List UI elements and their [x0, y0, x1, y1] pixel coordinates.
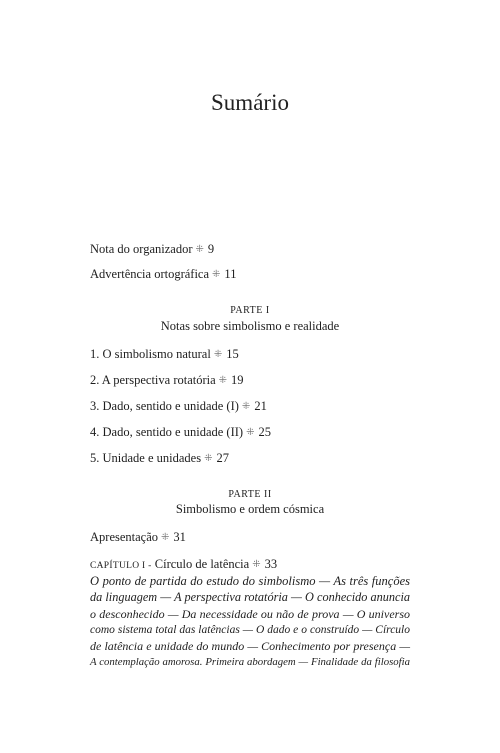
description-line: como sistema total das latências — O dado e o construído — Círculo	[90, 623, 410, 636]
toc-entry-page: 19	[231, 373, 244, 387]
ornament-cross-icon: ⁜	[212, 269, 221, 280]
part-1-subtitle: Notas sobre simbolismo e realidade	[160, 319, 340, 333]
toc-entry-label: 4. Dado, sentido e unidade (II)	[90, 425, 244, 439]
ornament-cross-icon: ⁜	[241, 401, 251, 412]
toc-entry-label: 5. Unidade e unidades	[90, 451, 202, 465]
toc-entry-capitulo-1[interactable]	[90, 557, 277, 572]
toc-entry-chapter-3[interactable]	[90, 399, 267, 414]
toc-entry-page: 9	[207, 242, 215, 256]
toc-entry-page: 27	[216, 451, 229, 465]
description-line: A contemplação amorosa. Primeira abordagem — Finalidade da filosofia	[90, 656, 410, 669]
toc-entry-page: 33	[264, 557, 278, 571]
toc-entry-page: 15	[226, 347, 239, 361]
toc-entry-apresentacao[interactable]	[90, 530, 186, 545]
description-line: O ponto de partida do estudo do simbolismo — As três funções	[90, 574, 410, 588]
toc-entry-label: 2. A perspectiva rotatória	[90, 373, 216, 387]
toc-entry-label: Círculo de latência	[154, 557, 250, 571]
toc-entry-chapter-5[interactable]	[90, 451, 229, 466]
toc-entry-page: 25	[258, 425, 271, 439]
chapter-description	[90, 573, 410, 671]
toc-entry-page: 11	[224, 267, 237, 281]
page-title: Sumário	[211, 90, 289, 115]
description-line: da linguagem — A perspectiva rotatória — O conhecido anuncia	[90, 590, 410, 605]
description-line: de latência e unidade do mundo — Conhecimento por presença —	[90, 639, 410, 654]
toc-entry-page: 21	[254, 399, 267, 413]
ornament-cross-icon: ⁜	[246, 427, 255, 438]
toc-entry-advertencia-ortografica[interactable]	[90, 267, 236, 282]
part-1-heading: PARTE I	[230, 305, 270, 316]
part-2-subtitle: Simbolismo e ordem cósmica	[175, 502, 325, 516]
toc-entry-nota-do-organizador[interactable]	[90, 242, 214, 257]
ornament-cross-icon: ⁜	[218, 375, 228, 386]
toc-entry-label: Advertência ortográfica	[90, 267, 210, 281]
toc-entry-page: 31	[173, 530, 186, 544]
toc-entry-label: 1. O simbolismo natural	[90, 347, 211, 361]
ornament-cross-icon: ⁜	[213, 349, 223, 360]
toc-entry-chapter-1[interactable]	[90, 347, 239, 362]
toc-entry-chapter-4[interactable]	[90, 425, 271, 440]
part-2-heading: PARTE II	[228, 489, 272, 500]
ornament-cross-icon: ⁜	[195, 244, 204, 255]
toc-entry-label: 3. Dado, sentido e unidade (I)	[90, 399, 239, 413]
toc-entry-label: Apresentação	[90, 530, 159, 544]
toc-entry-label: Nota do organizador	[90, 242, 193, 256]
description-line: o desconhecido — Da necessidade ou não de prova — O universo	[90, 606, 410, 621]
toc-entry-chapter-2[interactable]	[90, 373, 244, 388]
chapter-prefix: CAPÍTULO I -	[90, 561, 152, 571]
ornament-cross-icon: ⁜	[252, 559, 261, 570]
ornament-cross-icon: ⁜	[161, 532, 170, 543]
ornament-cross-icon: ⁜	[204, 453, 213, 464]
